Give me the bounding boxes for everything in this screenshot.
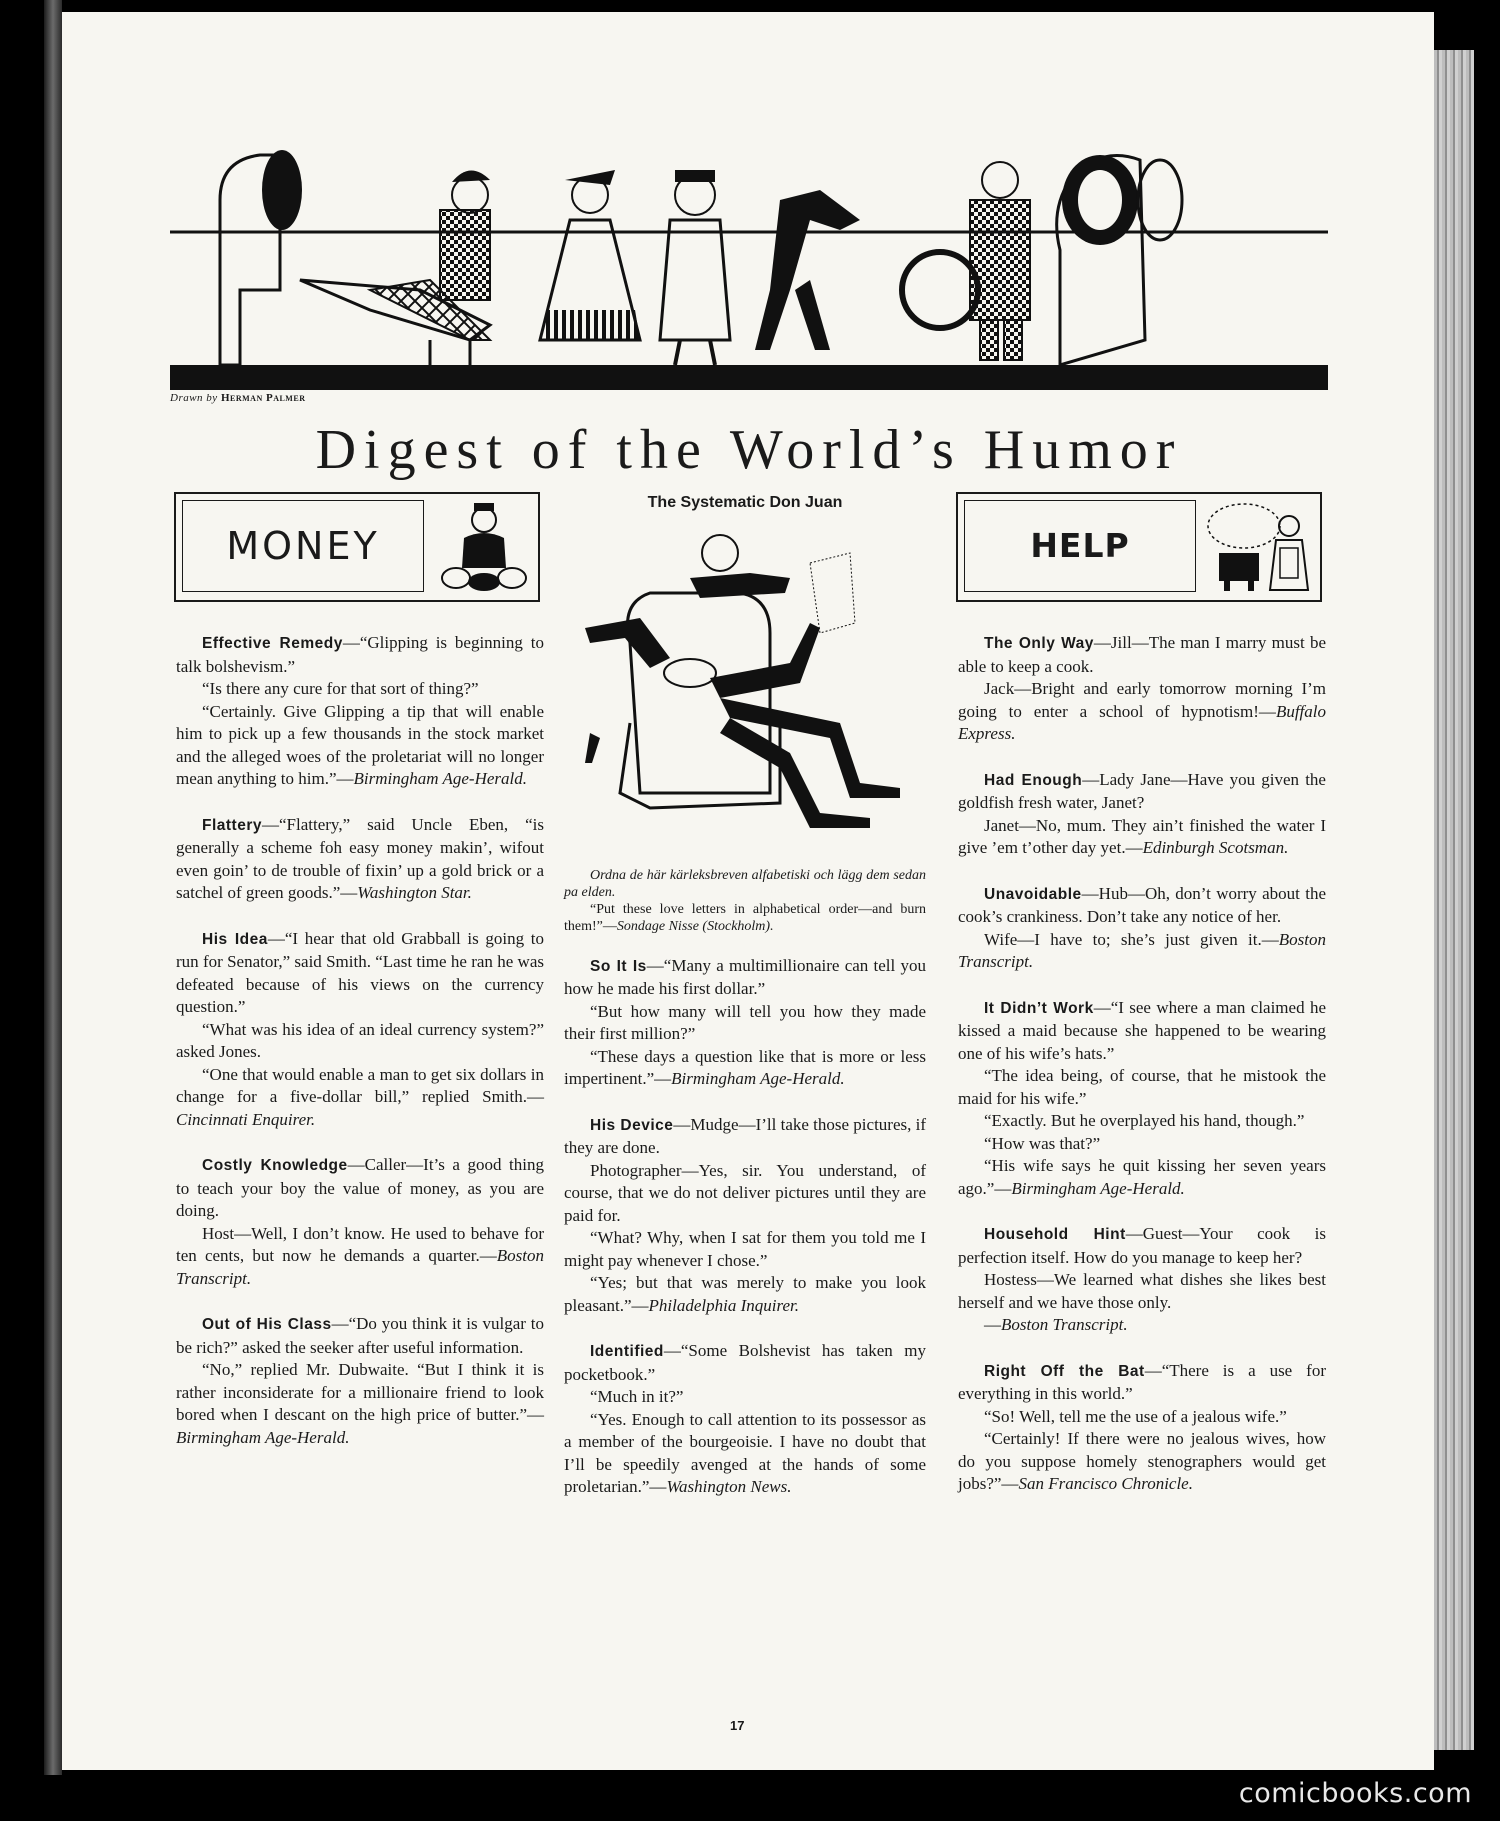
- joke-item: [958, 1360, 1326, 1496]
- joke-text: “One that would enable a man to get six dollars in change for a five-dollar bill,” replied Smith.—: [176, 1064, 544, 1106]
- joke-text: Hostess—We learned what dishes she likes best herself and we have those only.: [958, 1270, 1326, 1312]
- joke-source: Buffalo Express.: [958, 701, 1326, 743]
- joke-item: [958, 883, 1326, 974]
- joke-text: “What was his idea of an ideal currency system?” asked Jones.: [176, 1019, 544, 1061]
- joke-paragraph: [564, 1340, 926, 1386]
- joke-paragraph: [958, 1314, 1326, 1337]
- joke-paragraph: [958, 997, 1326, 1066]
- joke-headline: Right Off the Bat: [984, 1362, 1145, 1380]
- joke-text: “How was that?”: [984, 1133, 1101, 1153]
- joke-paragraph: [176, 928, 544, 1019]
- joke-text: —Guest—Your cook is perfection itself. How do you manage to keep her?: [958, 1224, 1326, 1267]
- joke-item: [176, 928, 544, 1132]
- joke-item: [564, 1114, 926, 1318]
- joke-item: [176, 1313, 544, 1449]
- joke-item: [176, 1154, 544, 1290]
- credit-prefix: Drawn by: [170, 392, 218, 404]
- joke-text: —Caller—It’s a good thing to teach your boy the value of money, as you are doing.: [176, 1155, 544, 1220]
- joke-headline: Out of His Class: [202, 1316, 332, 1333]
- joke-paragraph: [958, 1155, 1326, 1200]
- joke-text: “Yes. Enough to call attention to its possessor as a member of the bourgeoisie. I have no doubt that I’ll be speedily avenged at the hands of some proletarian.”—: [564, 1409, 926, 1496]
- joke-text: “Much in it?”: [590, 1387, 684, 1406]
- joke-paragraph: [958, 1269, 1326, 1314]
- joke-source: Birmingham Age-Herald.: [671, 1069, 845, 1088]
- joke-headline: Flattery: [202, 816, 262, 834]
- column-money: [176, 492, 544, 1472]
- joke-text: —Lady Jane—Have you given the goldfish fresh water, Janet?: [958, 769, 1326, 812]
- joke-text: “No,” replied Mr. Dubwaite. “But I think it is rather inconsiderate for a millionaire friend to look bored when I descant on the high price of butter.”—: [176, 1360, 544, 1424]
- joke-text: “So! Well, tell me the use of a jealous wife.”: [984, 1406, 1287, 1426]
- ship-deck-illustration: [170, 140, 1328, 390]
- joke-headline: Costly Knowledge: [202, 1157, 348, 1174]
- joke-text: —“Many a multimillionaire can tell you how he made his first dollar.”: [564, 955, 926, 998]
- joke-text: —“Some Bolshevist has taken my pocketbook.”: [564, 1341, 926, 1384]
- joke-item: [176, 632, 544, 791]
- joke-paragraph: [176, 678, 544, 701]
- joke-headline: Unavoidable: [984, 885, 1082, 903]
- joke-headline: His Idea: [202, 930, 268, 948]
- joke-text: —“There is a use for everything in this world.”: [958, 1360, 1326, 1403]
- don-juan-cartoon: [580, 523, 910, 853]
- joke-source: Washington News.: [666, 1477, 792, 1496]
- book-spine: [44, 0, 62, 1775]
- joke-paragraph: [564, 1001, 926, 1046]
- money-section-title: MONEY: [226, 523, 380, 568]
- joke-paragraph: [958, 1223, 1326, 1269]
- joke-paragraph: [176, 701, 544, 791]
- joke-paragraph: [176, 1019, 544, 1064]
- joke-text: “Certainly. Give Glipping a tip that will enable him to pick up a few thousands in the stock market and the alleged woes of the proletariat will no longer mean anything to him.”—: [176, 701, 544, 788]
- joke-paragraph: [564, 1114, 926, 1160]
- joke-text: Host—Well, I don’t know. He used to behave for ten cents, but now he demands a quarter.—: [176, 1223, 544, 1265]
- joke-paragraph: [958, 1133, 1326, 1156]
- joke-paragraph: [564, 955, 926, 1001]
- joke-headline: Identified: [590, 1343, 664, 1360]
- joke-text: —“I see where a man claimed he kissed a maid because she happened to be wearing one of his wife’s hats.”: [958, 997, 1326, 1063]
- joke-paragraph: [564, 1272, 926, 1317]
- money-bags-icon: [434, 498, 534, 592]
- joke-text: “What? Why, when I sat for them you told me I might pay whenever I chose.”: [564, 1228, 926, 1270]
- joke-headline: His Device: [590, 1116, 674, 1134]
- joke-source: San Francisco Chronicle.: [1018, 1474, 1193, 1493]
- joke-source: Birmingham Age-Herald.: [176, 1427, 350, 1447]
- joke-headline: So It Is: [590, 957, 647, 975]
- joke-paragraph: [958, 929, 1326, 974]
- cartoon-caption-source: Sondage Nisse (Stockholm).: [616, 918, 774, 934]
- page-number: 17: [730, 1718, 745, 1733]
- joke-text: “These days a question like that is more or less impertinent.”—: [564, 1046, 926, 1088]
- joke-source: Boston Transcript.: [1001, 1315, 1128, 1334]
- joke-source: Boston Transcript.: [176, 1246, 544, 1288]
- joke-paragraph: [564, 1160, 926, 1228]
- joke-text: “But how many will tell you how they made their first million?”: [564, 1001, 926, 1043]
- joke-item: [958, 1223, 1326, 1337]
- joke-item: [958, 769, 1326, 860]
- joke-text: —“I hear that old Grabball is going to run for Senator,” said Smith. “Last time he ran he was defeated because of his views on the currency question.”: [176, 928, 544, 1016]
- joke-item: [958, 632, 1326, 746]
- joke-headline: Effective Remedy: [202, 635, 343, 652]
- cartoon-caption-foreign: Ordna de här kärleksbreven alfabetiski och lägg dem sedan pa elden.: [564, 867, 926, 900]
- joke-paragraph: [564, 1409, 926, 1499]
- joke-paragraph: [564, 1046, 926, 1091]
- column-center: [564, 492, 926, 1522]
- joke-text: “Exactly. But he overplayed his hand, though.”: [984, 1111, 1305, 1130]
- site-watermark: comicbooks.com: [1238, 1778, 1472, 1809]
- joke-text: —“Do you think it is vulgar to be rich?” asked the seeker after useful information.: [176, 1314, 544, 1357]
- joke-source: Cincinnati Enquirer.: [176, 1109, 316, 1129]
- credit-artist: Herman Palmer: [220, 392, 306, 404]
- joke-text: —Jill—The man I marry must be able to keep a cook.: [958, 633, 1327, 676]
- joke-text: —: [984, 1315, 1001, 1334]
- joke-text: Janet—No, mum. They ain’t finished the water I give ’em t’other day yet.—: [958, 815, 1326, 857]
- joke-text: Wife—I have to; she’s just given it.—: [984, 929, 1279, 949]
- joke-source: Philadelphia Inquirer.: [648, 1295, 799, 1315]
- cook-stove-icon: [1204, 498, 1316, 594]
- page-edges: [1434, 50, 1474, 1750]
- joke-paragraph: [176, 632, 544, 678]
- joke-paragraph: [958, 883, 1326, 929]
- joke-paragraph: [958, 1110, 1326, 1133]
- joke-text: —Hub—Oh, don’t worry about the cook’s crankiness. Don’t take any notice of her.: [958, 883, 1326, 926]
- joke-source: Edinburgh Scotsman.: [1142, 838, 1289, 857]
- page-title: Digest of the World’s Humor: [315, 419, 1183, 481]
- joke-paragraph: [958, 1065, 1326, 1110]
- joke-paragraph: [564, 1386, 926, 1409]
- joke-text: —“Glipping is beginning to talk bolshevism.”: [176, 633, 544, 676]
- joke-paragraph: [958, 632, 1326, 678]
- joke-paragraph: [176, 1313, 544, 1359]
- help-section-header: [956, 492, 1322, 602]
- joke-source: Washington Star.: [357, 883, 472, 902]
- joke-paragraph: [176, 814, 544, 905]
- cartoon-title: The Systematic Don Juan: [647, 494, 843, 511]
- joke-source: Birmingham Age-Herald.: [353, 769, 527, 788]
- joke-item: [564, 1340, 926, 1499]
- joke-text: —Mudge—I’ll take those pictures, if they are done.: [564, 1114, 926, 1157]
- joke-paragraph: [176, 1359, 544, 1449]
- joke-text: “Is there any cure for that sort of thing?”: [202, 679, 479, 698]
- joke-text: Photographer—Yes, sir. You understand, of course, that we do not deliver pictures until they are paid for.: [564, 1160, 926, 1225]
- joke-paragraph: [564, 1227, 926, 1272]
- joke-paragraph: [176, 1064, 544, 1132]
- joke-item: [176, 814, 544, 905]
- joke-text: “The idea being, of course, that he mistook the maid for his wife.”: [958, 1066, 1326, 1108]
- cartoon-caption-translation: “Put these love letters in alphabetical order—and burn them!”—Sondage Nisse (Stockholm).: [564, 901, 926, 934]
- joke-paragraph: [176, 1223, 544, 1291]
- joke-paragraph: [958, 1406, 1326, 1429]
- joke-source: Birmingham Age-Herald.: [1011, 1178, 1185, 1198]
- joke-paragraph: [958, 1360, 1326, 1406]
- money-section-header: [174, 492, 540, 602]
- joke-item: [958, 997, 1326, 1201]
- joke-paragraph: [958, 1428, 1326, 1496]
- joke-text: “His wife says he quit kissing her seven years ago.”—: [958, 1156, 1326, 1198]
- column-help: [958, 492, 1326, 1519]
- joke-text: Jack—Bright and early tomorrow morning I’m going to enter a school of hypnotism!—: [958, 679, 1326, 721]
- illustration-credit: [170, 392, 305, 404]
- joke-item: [564, 955, 926, 1091]
- joke-text: “Certainly! If there were no jealous wives, how do you suppose homely stenographers would get jobs?”—: [958, 1429, 1326, 1493]
- joke-headline: It Didn’t Work: [984, 999, 1094, 1017]
- joke-paragraph: [958, 815, 1326, 860]
- joke-paragraph: [958, 769, 1326, 815]
- joke-paragraph: [176, 1154, 544, 1223]
- joke-headline: The Only Way: [984, 635, 1094, 652]
- joke-headline: Had Enough: [984, 771, 1083, 789]
- joke-text: —“Flattery,” said Uncle Eben, “is generally a scheme foh easy money makin’, wifout even goin’ to de trouble of fixin’ up a gold brick or a satchel of green goods.”—: [176, 814, 544, 902]
- joke-text: “Yes; but that was merely to make you look pleasant.”—: [564, 1273, 926, 1315]
- joke-source: Boston Transcript.: [958, 929, 1326, 971]
- joke-paragraph: [958, 678, 1326, 746]
- joke-headline: Household Hint: [984, 1226, 1126, 1243]
- help-section-title: HELP: [1030, 525, 1130, 565]
